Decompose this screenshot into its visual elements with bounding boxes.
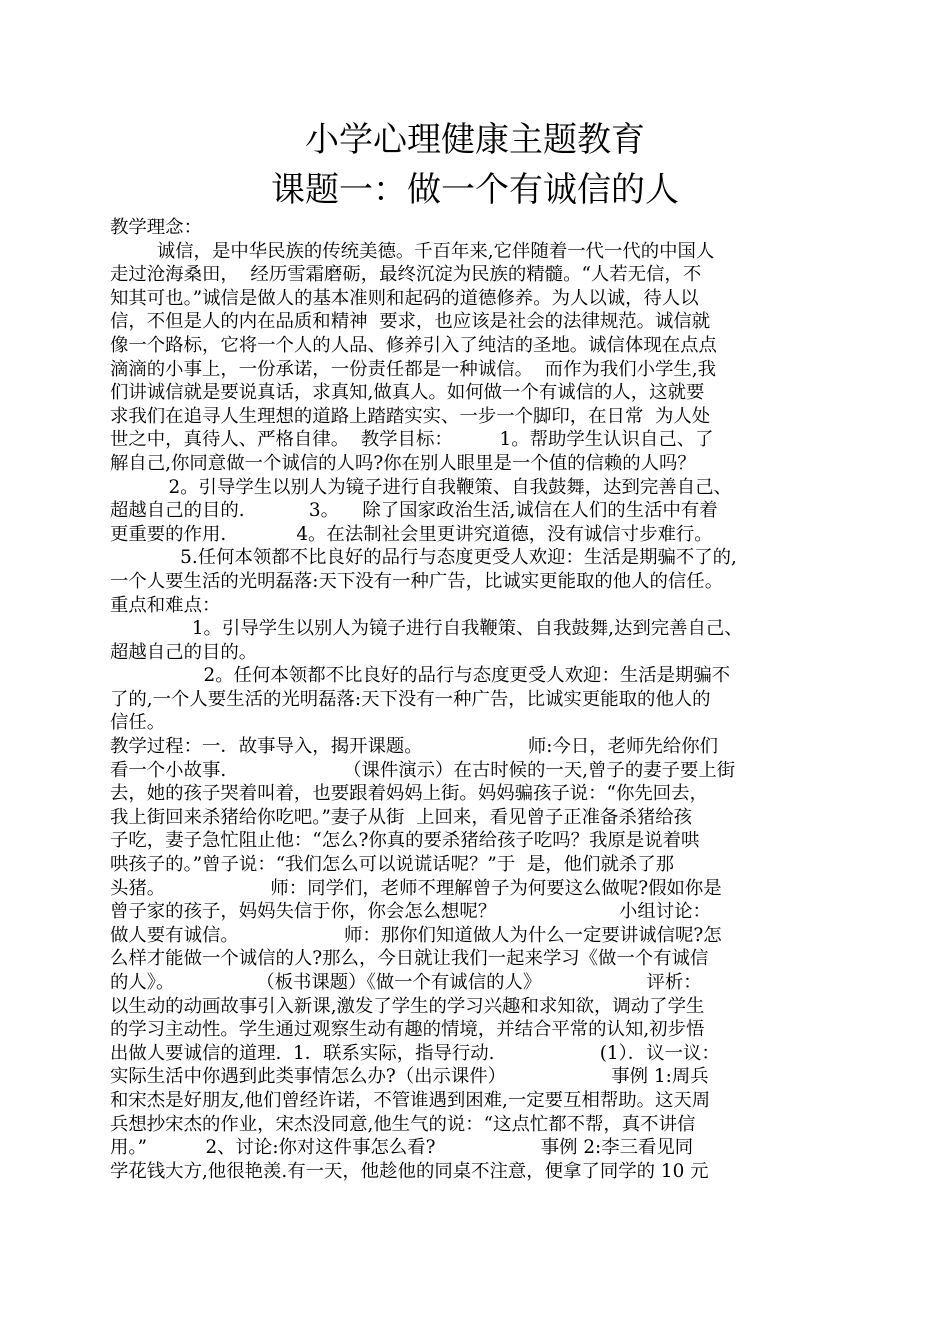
text-line: 超越自己的目的. 3。 除了国家政治生活,诚信在人们的生活中有着 — [110, 500, 718, 522]
text-line: 去，她的孩子哭着叫着，也要跟着妈妈上街。妈妈骗孩子说：“你先回去， — [110, 783, 708, 805]
text-line: 解自己,你同意做一个诚信的人吗?你在别人眼里是一个值的信赖的人吗？ — [110, 452, 696, 474]
text-line: 2。引导学生以别人为镜子进行自我鞭策、自我鼓舞，达到完善自己、 — [110, 476, 732, 498]
text-line: 2。任何本领都不比良好的品行与态度更受人欢迎：生活是期骗不 — [110, 665, 731, 687]
text-line: 求我们在追寻人生理想的道路上踏踏实实、一步一个脚印，在日常 为人处 — [110, 405, 711, 427]
text-line: 教学理念： — [110, 217, 202, 238]
text-line: 子吃，妻子急忙阻止他：“怎么?你真的要杀猪给孩子吃吗？我原是说着哄 — [110, 830, 700, 852]
text-line: 超越自己的目的。 — [110, 641, 258, 663]
text-line: 更重要的作用. 4。在法制社会里更讲究道德，没有诚信寸步难行。 — [110, 523, 713, 545]
text-line: 信，不但是人的内在品质和精神 要求，也应该是社会的法律规范。诚信就 — [110, 311, 711, 333]
text-line: 实际生活中你遇到此类事情怎么办?（出示课件） 事例 1:周兵 — [110, 1066, 709, 1088]
text-line: 1。引导学生以别人为镜子进行自我鞭策、自我鼓舞,达到完善自己、 — [110, 618, 743, 640]
text-line: 5.任何本领都不比良好的品行与态度更受人欢迎：生活是期骗不了的, — [110, 547, 737, 569]
text-line: 走过沧海桑田， 经历雪霜磨砺，最终沉淀为民族的精髓。“人若无信，不 — [110, 264, 702, 286]
text-line: 滴滴的小事上，一份承诺，一份责任都是一种诚信。 而作为我们小学生,我 — [110, 358, 717, 380]
text-line: 们讲诚信就是要说真话，求真知,做真人。如何做一个有诚信的人，这就要 — [110, 382, 705, 404]
text-line: 兵想抄宋杰的作业，宋杰没同意,他生气的说：“这点忙都不帮，真不讲信 — [110, 1113, 696, 1135]
text-line: 我上街回来杀猪给你吃吧。”妻子从街 上回来，看见曾子正准备杀猪给孩 — [110, 806, 693, 828]
text-line: 头猪。 师：同学们，老师不理解曾子为何要这么做呢?假如你是 — [110, 877, 722, 899]
text-line: 诚信，是中华民族的传统美德。千百年来,它伴随着一代一代的中国人 — [110, 240, 715, 262]
text-line: 看一个小故事. （课件演示）在古时候的一天,曾子的妻子要上街 — [110, 759, 736, 781]
text-line: 像一个路标，它将一个人的人品、修养引入了纯洁的圣地。诚信体现在点点 — [110, 334, 717, 356]
text-line: 的人》。 （板书课题）《做一个有诚信的人》 评析： — [110, 972, 702, 993]
document-body — [110, 216, 870, 1183]
lesson-title: 课题一：做一个有诚信的人 — [271, 170, 679, 210]
text-line: 教学过程：一．故事导入，揭开课题。 师:今日，老师先给你们 — [110, 736, 718, 758]
text-line: 哄孩子的。”曾子说：“我们怎么可以说谎话呢？”于 是，他们就杀了那 — [110, 854, 675, 876]
text-line: 么样才能做一个诚信的人?那么，今日就让我们一起来学习《做一个有诚信 — [110, 948, 709, 970]
text-line: 一个人要生活的光明磊落:天下没有一种广告，比诚实更能取的他人的信任。 — [110, 570, 724, 592]
text-line: 以生动的动画故事引入新课,激发了学生的学习兴趣和求知欲，调动了学生 — [110, 995, 705, 1017]
text-line: 知其可也。”诚信是做人的基本准则和起码的道德修养。为人以诚，待人以 — [110, 287, 699, 309]
text-line: 曾子家的孩子，妈妈失信于你，你会怎么想呢？ 小组讨论： — [110, 901, 711, 923]
text-line: 了的,一个人要生活的光明磊落:天下没有一种广告，比诚实更能取的他人的 — [110, 688, 711, 710]
text-line: 信任。 — [110, 712, 166, 734]
main-title: 小学心理健康主题教育 — [305, 120, 645, 160]
text-line: 世之中，真待人、严格自律。 教学目标： 1。帮助学生认识自己、了 — [110, 429, 714, 451]
text-line: 用。” 2、讨论:你对这件事怎么看? 事例 2:李三看见同 — [110, 1137, 694, 1159]
text-line: 和宋杰是好朋友,他们曾经许诺，不管谁遇到困难,一定要互相帮助。这天周 — [110, 1089, 711, 1111]
text-line: 重点和难点： — [110, 594, 221, 616]
text-line: 学花钱大方,他很艳羡.有一天，他趁他的同桌不注意，便拿了同学的 10 元 — [110, 1160, 709, 1182]
text-line: 出做人要诚信的道理. 1．联系实际，指导行动. (1）．议一议： — [110, 1042, 720, 1064]
text-line: 的学习主动性。学生通过观察生动有趣的情境，并结合平常的认知,初步悟 — [110, 1019, 705, 1041]
text-line: 做人要有诚信。 师：那你们知道做人为什么一定要讲诚信呢?怎 — [110, 924, 722, 946]
